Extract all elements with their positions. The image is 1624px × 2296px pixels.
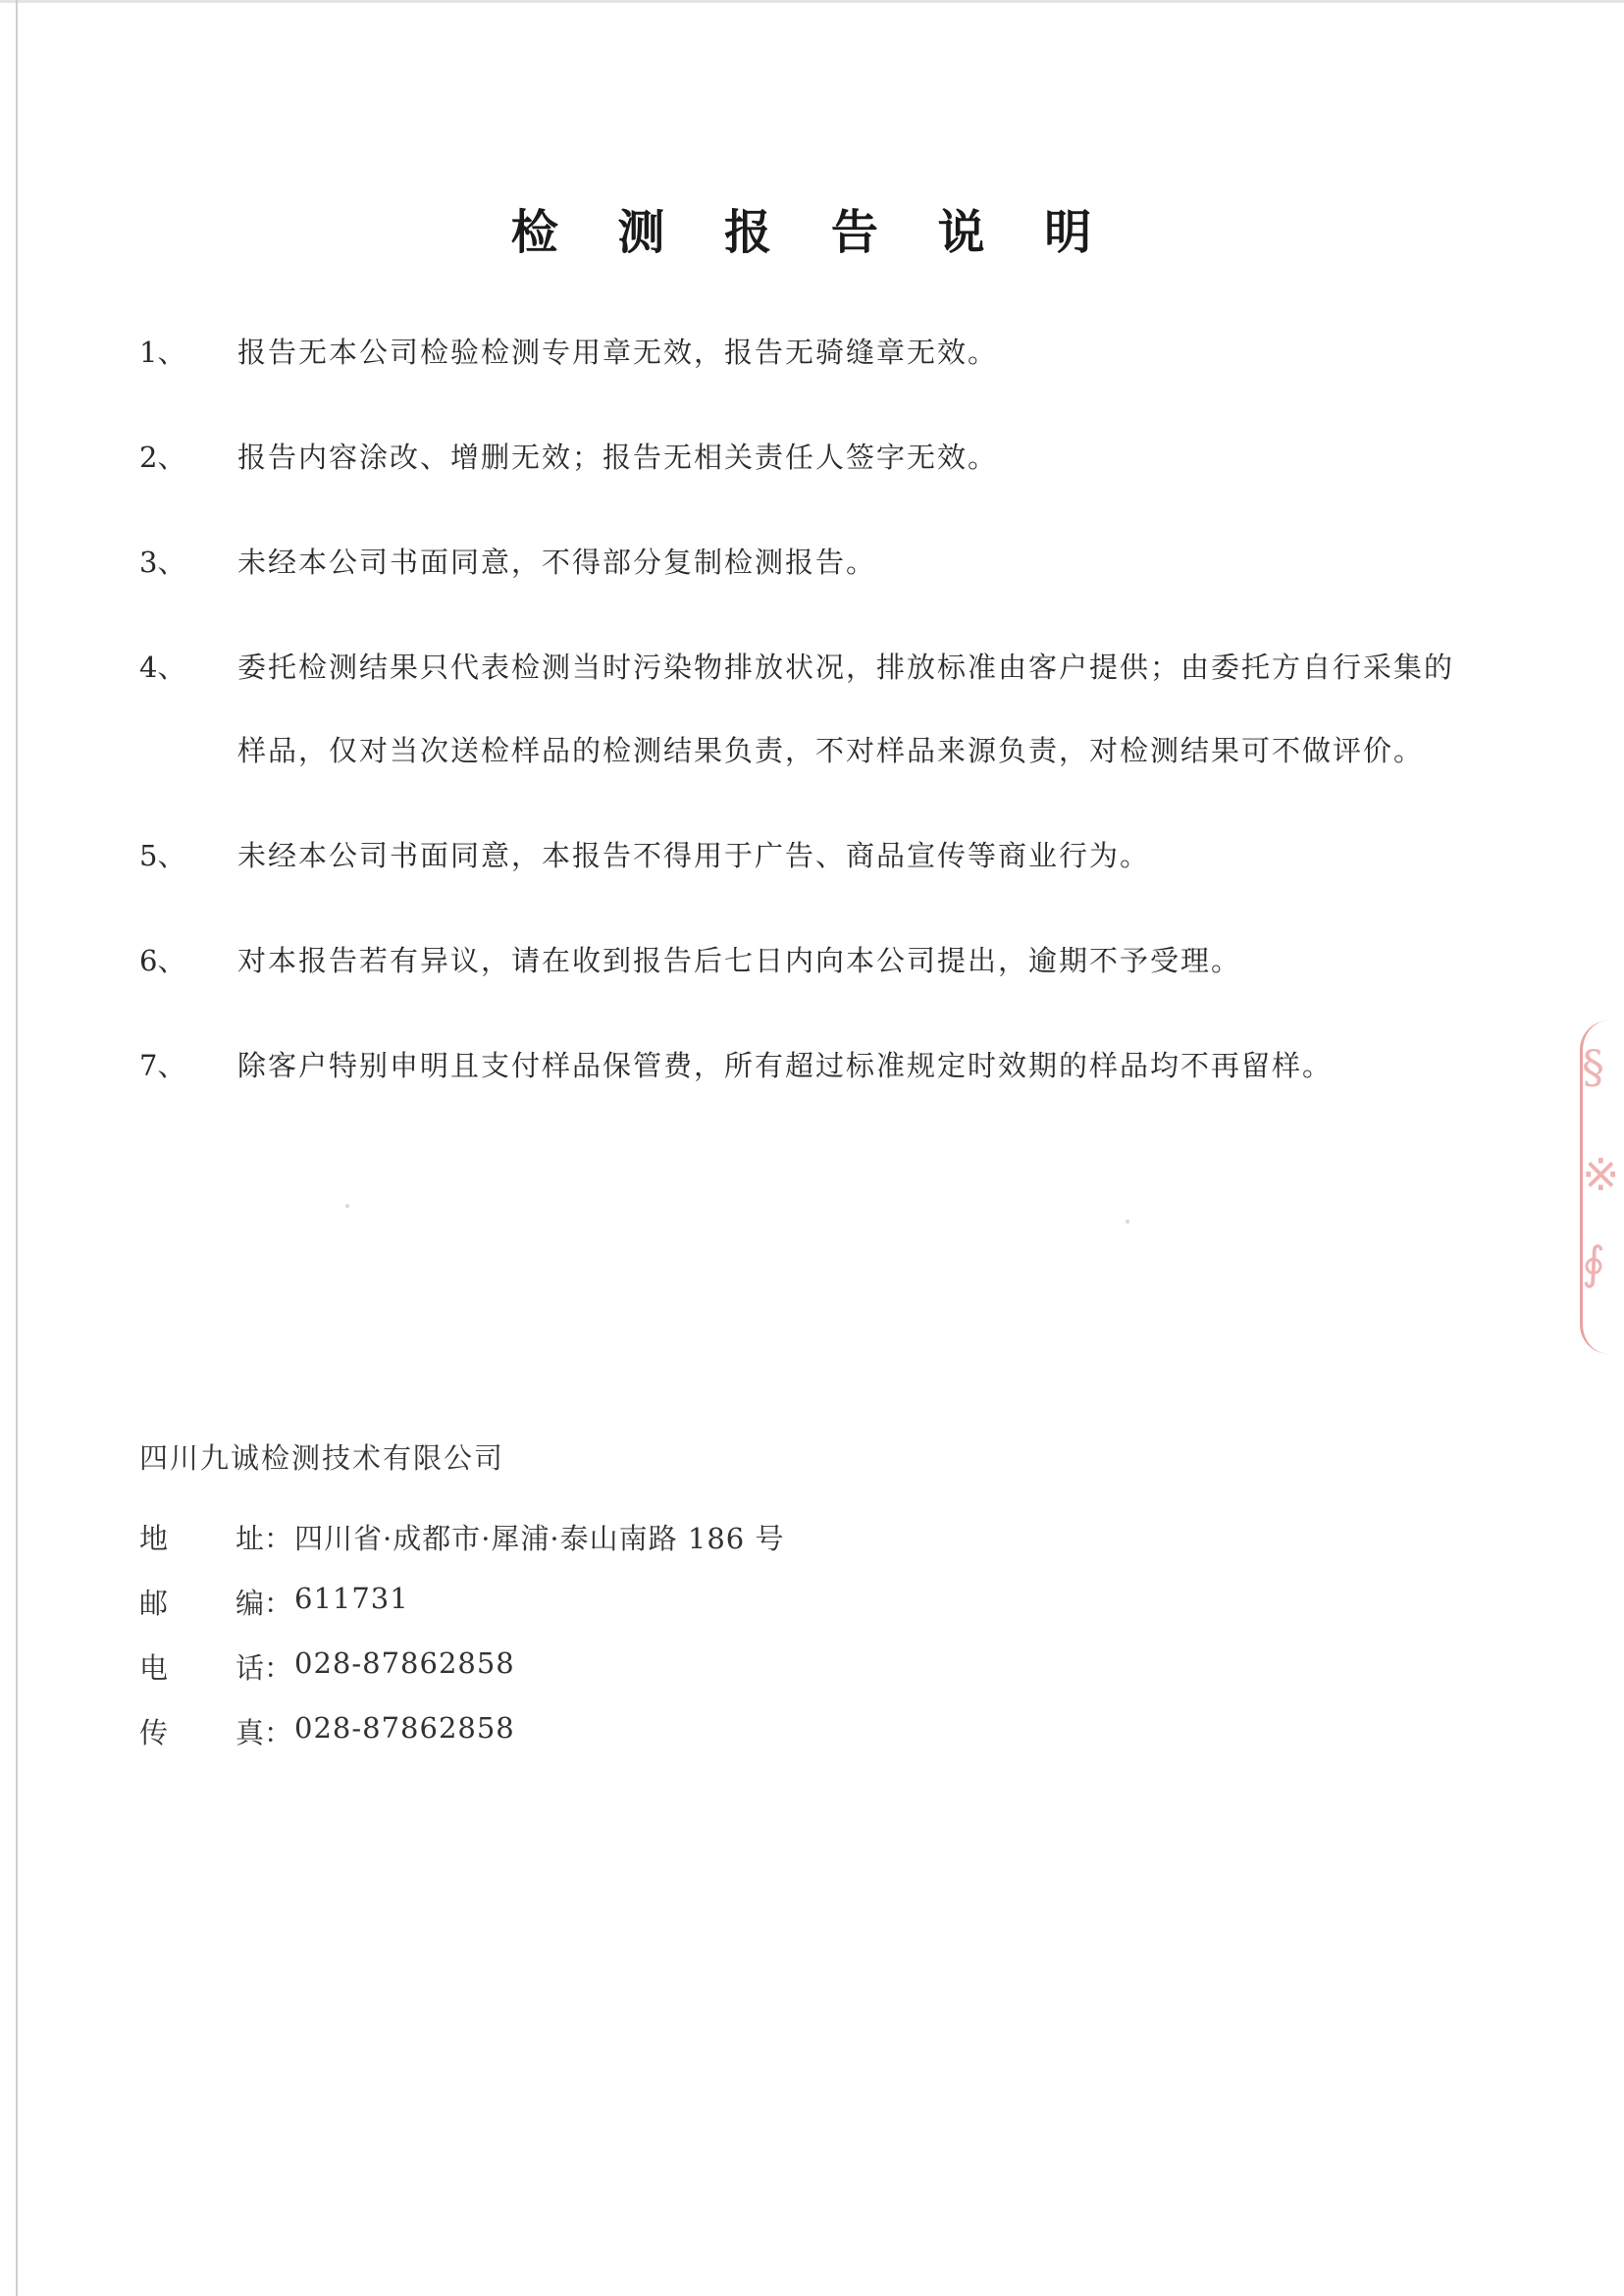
note-number: 7、	[139, 1049, 186, 1082]
note-item	[139, 835, 1484, 898]
note-number: 3、	[139, 546, 186, 579]
stamp-mark-icon: §	[1582, 1040, 1604, 1093]
scan-speck	[1126, 1220, 1129, 1224]
contact-value: 611731	[294, 1582, 409, 1615]
note-number: 1、	[139, 336, 186, 369]
contact-value: 四川省·成都市·犀浦·泰山南路 186 号	[294, 1522, 785, 1555]
scan-speck	[345, 1204, 349, 1208]
contact-label	[139, 1646, 294, 1687]
note-text: 除客户特别申明且支付样品保管费，所有超过标准规定时效期的样品均不再留样。	[237, 1049, 1334, 1082]
company-name: 四川九诚检测技术有限公司	[139, 1441, 505, 1475]
contact-value: 028-87862858	[294, 1711, 515, 1745]
contact-postcode	[139, 1582, 1022, 1622]
note-text: 报告无本公司检验检测专用章无效，报告无骑缝章无效。	[237, 336, 999, 369]
contact-label-char: 真：	[235, 1716, 292, 1749]
contact-fax	[139, 1711, 1022, 1751]
contact-label	[139, 1711, 294, 1751]
contact-label-char: 电	[139, 1651, 169, 1685]
note-number: 5、	[139, 839, 186, 872]
note-item	[139, 1045, 1484, 1108]
stamp-mark-icon: ※	[1582, 1148, 1620, 1201]
notes-list	[139, 332, 1484, 1150]
note-number: 2、	[139, 441, 186, 474]
contact-label	[139, 1582, 294, 1622]
note-item	[139, 647, 1484, 793]
contact-label	[139, 1517, 294, 1557]
note-text: 报告内容涂改、增删无效；报告无相关责任人签字无效。	[237, 441, 999, 474]
contact-address	[139, 1517, 1022, 1557]
contact-label-char: 址：	[235, 1522, 292, 1555]
contact-label-char: 传	[139, 1716, 169, 1749]
stamp-mark-icon: ∮	[1582, 1236, 1605, 1289]
note-item	[139, 437, 1484, 499]
note-item	[139, 940, 1484, 1003]
contact-phone	[139, 1646, 1022, 1687]
note-number: 4、	[139, 651, 186, 684]
note-item	[139, 332, 1484, 394]
contact-label-char: 邮	[139, 1587, 169, 1620]
contact-label-char: 编：	[235, 1587, 292, 1620]
note-item	[139, 542, 1484, 604]
contact-label-char: 话：	[235, 1651, 292, 1685]
contact-label-char: 地	[139, 1522, 169, 1555]
page-left-edge	[16, 0, 18, 2296]
note-text: 委托检测结果只代表检测当时污染物排放状况，排放标准由客户提供；由委托方自行采集的样品，仅对当次送检样品的检测结果负责，不对样品来源负责，对检测结果可不做评价。	[237, 651, 1455, 767]
note-text: 未经本公司书面同意，本报告不得用于广告、商品宣传等商业行为。	[237, 839, 1151, 872]
note-text: 对本报告若有异议，请在收到报告后七日内向本公司提出，逾期不予受理。	[237, 944, 1242, 977]
note-text: 未经本公司书面同意，不得部分复制检测报告。	[237, 546, 877, 579]
page-top-edge	[0, 0, 1624, 3]
page-title: 检 测 报 告 说 明	[510, 205, 1114, 260]
note-number: 6、	[139, 944, 186, 977]
contact-value: 028-87862858	[294, 1646, 515, 1680]
